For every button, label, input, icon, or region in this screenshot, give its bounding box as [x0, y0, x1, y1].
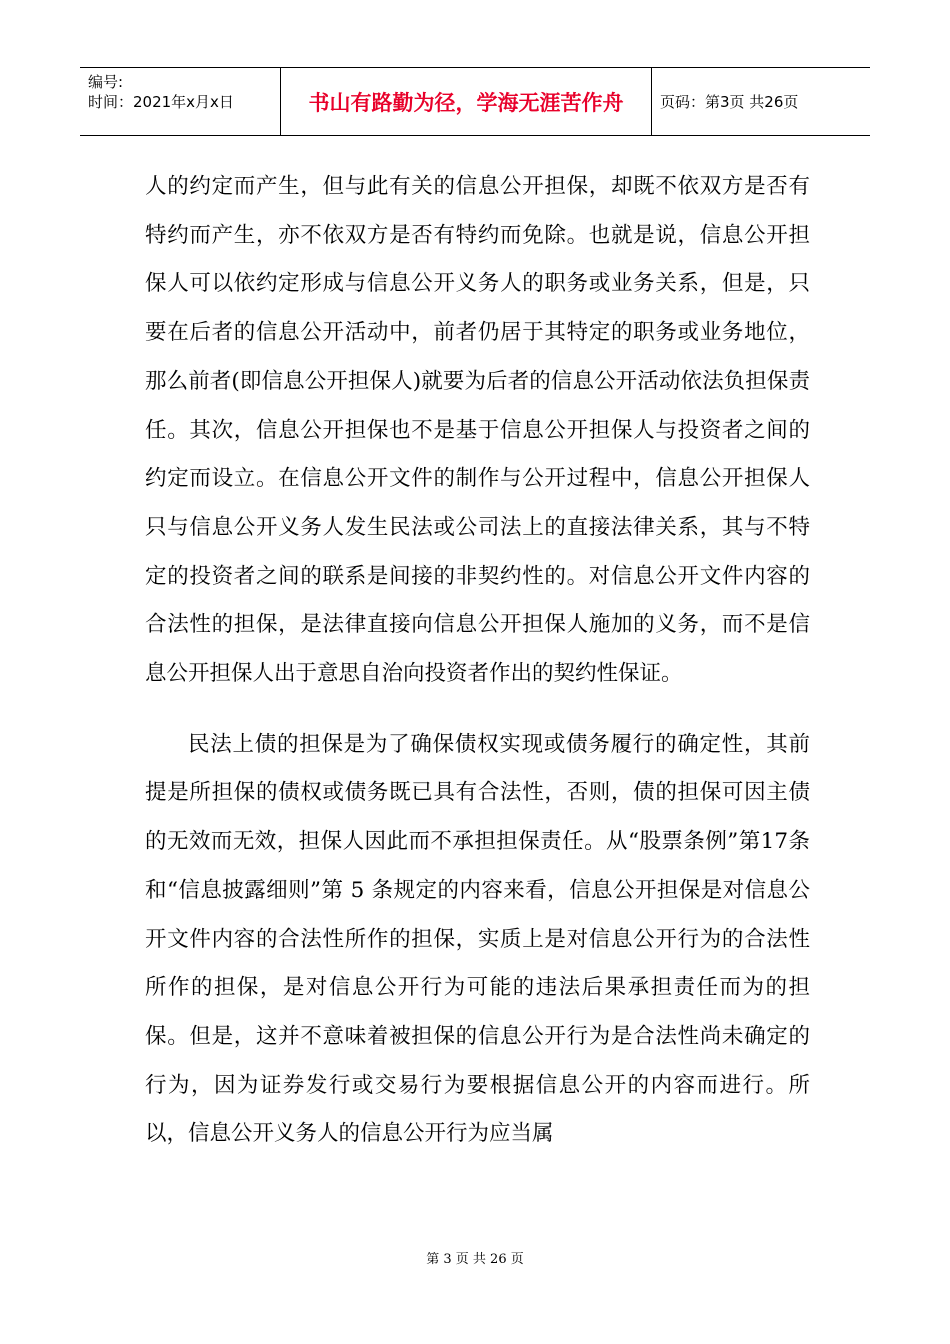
paragraph: 民法上债的担保是为了确保债权实现或债务履行的确定性，其前提是所担保的债权或债务既已具有合法性，否则，债的担保可因主债的无效而无效，担保人因此而不承担担保责任。从“股票条例”第17条和“信息披露细则”第 5 条规定的内容来看，信息公开担保是对信息公开文件内容的合法性所作的担保，实质上是对信息公开行为的合法性所作的担保，是对信息公开行为可能的违法后果承担责任而为的担保。但是，这并不意味着被担保的信息公开行为是合法性尚未确定的行为，因为证券发行或交易行为要根据信息公开的内容而进行。所以，信息公开义务人的信息公开行为应当属: [145, 731, 810, 1147]
document-body: [145, 163, 810, 1159]
page-header: [80, 67, 870, 136]
header-meta: [80, 68, 280, 135]
document-date: 时间：2021年x月x日: [88, 93, 234, 111]
header-page-info: 页码：第3页 共26页: [660, 93, 799, 111]
header-motto: 书山有路勤为径，学海无涯苦作舟: [280, 68, 652, 135]
paragraph-continued: 人的约定而产生，但与此有关的信息公开担保，却既不依双方是否有特约而产生，亦不依双方是否有特约而免除。也就是说，信息公开担保人可以依约定形成与信息公开义务人的职务或业务关系，但是，只要在后者的信息公开活动中，前者仍居于其特定的职务或业务地位，那么前者(即信息公开担保人)就要为后者的信息公开活动依法负担保责任。其次，信息公开担保也不是基于信息公开担保人与投资者之间的约定而设立。在信息公开文件的制作与公开过程中，信息公开担保人只与信息公开义务人发生民法或公司法上的直接法律关系，其与不特定的投资者之间的联系是间接的非契约性的。对信息公开文件内容的合法性的担保，是法律直接向信息公开担保人施加的义务，而不是信息公开担保人出于意思自治向投资者作出的契约性保证。: [145, 174, 810, 687]
document-number-label: 编号:: [88, 73, 124, 91]
page-footer: 第 3 页 共 26 页: [426, 1252, 524, 1267]
